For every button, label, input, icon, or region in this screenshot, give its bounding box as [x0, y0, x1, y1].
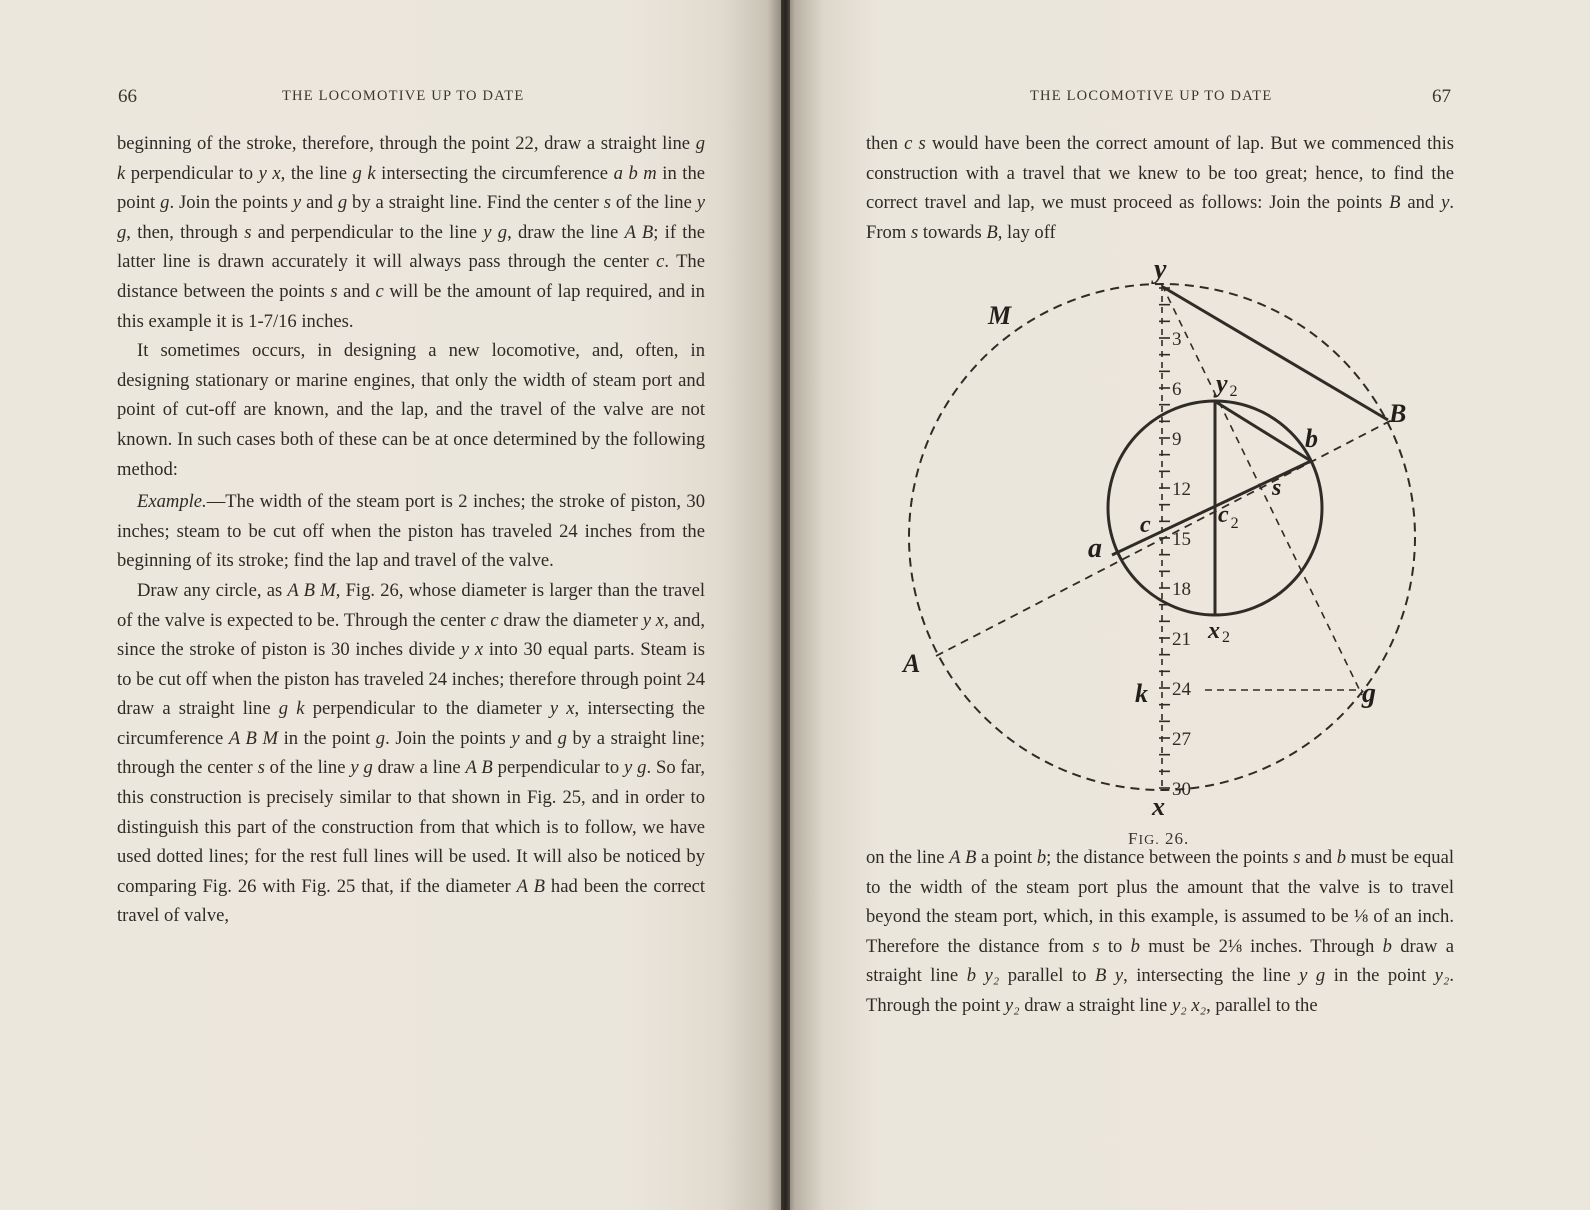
paragraph: then c s would have been the correct amount of lap. But we commenced this construction with a travel that we knew to be too great; hence, to find the correct travel and lap, we must proceed as follows: Join the points B and y. From s towards B, lay off: [866, 133, 1454, 243]
paragraph: It sometimes occurs, in designing a new locomotive, and, often, in designing stationary or marine engines, that only the width of steam port and point of cut-off are known, and the lap, and the travel of the valve are not known. In such cases both of these can be at once determined by the following method:: [117, 340, 705, 480]
label-b-lower: b: [1305, 424, 1318, 453]
label-y2: y 2: [1216, 369, 1238, 400]
scale-number: 21: [1172, 629, 1191, 650]
running-head-right: THE LOCOMOTIVE UP TO DATE: [1030, 88, 1273, 104]
label-k: k: [1135, 679, 1148, 708]
line-y2-b: [1216, 402, 1311, 461]
label-y: y: [1154, 255, 1167, 285]
label-x2: x 2: [1208, 618, 1230, 646]
scale-number: 9: [1172, 429, 1182, 450]
page-number-right: 67: [1432, 86, 1451, 107]
figure-26-diagram: [880, 255, 1450, 855]
page-number-left: 66: [118, 86, 137, 107]
scale-number: 30: [1172, 779, 1191, 800]
scale-number: 18: [1172, 579, 1191, 600]
label-b-upper: B: [1389, 399, 1407, 428]
label-m: M: [988, 301, 1012, 330]
figure-26: [880, 255, 1450, 855]
right-top-text: [866, 129, 1454, 247]
paragraph: Example.—The width of the steam port is 2 inches; the stroke of piston, 30 inches; steam to be cut off when the piston has traveled 24 inches from the beginning of its stroke; find the lap and travel of the valve.: [117, 491, 705, 572]
paragraph: beginning of the stroke, therefore, through the point 22, draw a straight line g k perpendicular to y x, the line g k intersecting the circumference a b m in the point g. Join the points y and g by a straight line. Find the center s of the line y g, then, through s and perpendicular to the line y g, draw the line A B; if the latter line is drawn accurately it will always pass through the center c. The distance between the points s and c will be the amount of lap required, and in this example it is 1-7/16 inches.: [117, 133, 706, 332]
scale-number: 12: [1172, 479, 1191, 500]
paragraph: Draw any circle, as A B M, Fig. 26, whose diameter is larger than the travel of the valve is expected to be. Through the center c draw the diameter y x, and, since the stroke of piston is 30 inches divide y x into 30 equal parts. Steam is to be cut off when the piston has traveled 24 inches; therefore through point 24 draw a straight line g k perpendicular to the diameter y x, intersecting the circumference A B M in the point g. Join the points y and g by a straight line; through the center s of the line y g draw a line A B perpendicular to y g. So far, this construction is precisely similar to that shown in Fig. 25, and in order to distinguish this part of the construction from that which is to follow, we have used dotted lines; for the rest full lines will be used. It will also be noticed by comparing Fig. 26 with Fig. 25 that, if the diameter A B had been the correct travel of valve,: [117, 579, 706, 927]
scale-numbers: [1172, 329, 1192, 800]
book-gutter: [781, 0, 790, 1210]
paragraph: on the line A B a point b; the distance between the points s and b must be equal to the width of the steam port plus the amount that the valve is to travel beyond the steam port, which, in this example, is assumed to be ⅛ of an inch. Therefore the distance from s to b must be 2⅛ inches. Through b draw a straight line b y₂ parallel to B y, intersecting the line y g in the point y₂. Through the point y₂ draw a straight line y₂ x₂, parallel to the: [866, 847, 1455, 1016]
label-a-upper: A: [903, 649, 921, 678]
label-c: c: [1140, 512, 1151, 538]
scale-number: 3: [1172, 329, 1182, 350]
scale-number: 27: [1172, 729, 1191, 750]
label-a-lower: a: [1088, 533, 1102, 564]
label-c2: c $_2$: [1218, 502, 1239, 532]
left-page: [0, 0, 783, 1210]
scale-number: 15: [1172, 529, 1191, 550]
figure-caption: FIG. 26.: [1128, 829, 1190, 848]
scale-ticks: [1159, 288, 1170, 788]
scale-number: 24: [1172, 679, 1191, 700]
scale-number: 6: [1172, 379, 1182, 400]
running-head-left: THE LOCOMOTIVE UP TO DATE: [282, 88, 525, 104]
label-x: x: [1152, 792, 1165, 821]
label-g: g: [1362, 678, 1376, 709]
line-y-b: [1163, 287, 1388, 420]
left-body-text: [117, 129, 705, 931]
label-s: s: [1272, 475, 1282, 501]
right-bottom-text: [866, 843, 1454, 1021]
